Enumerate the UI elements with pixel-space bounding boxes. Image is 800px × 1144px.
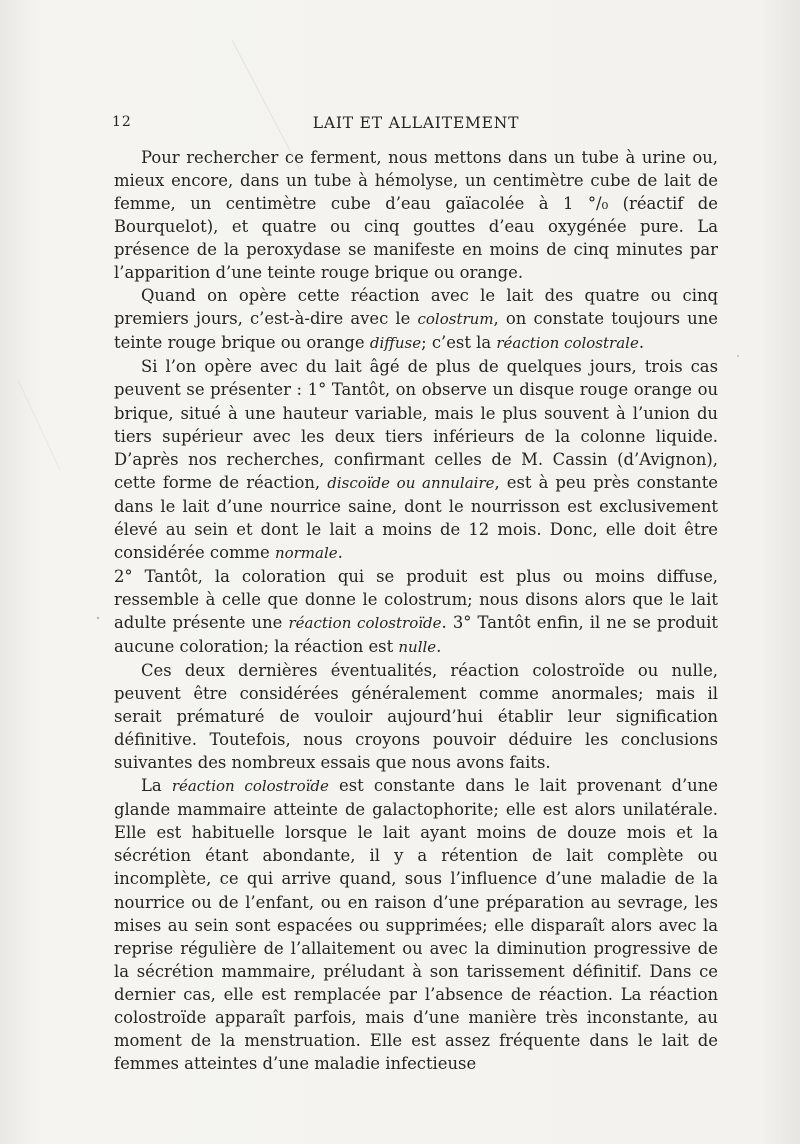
italic-term: nulle <box>398 637 437 656</box>
paragraph-3 <box>114 355 718 564</box>
text-run: La <box>141 776 172 796</box>
italic-term: réaction colostrale <box>496 334 639 353</box>
italic-term: normale <box>274 543 338 562</box>
text-run: . <box>638 333 645 353</box>
text-run: . <box>337 542 343 562</box>
text-run: . 3° Tantôt enfin, il ne se produit aucune coloration; la réaction est <box>114 612 719 656</box>
italic-term: réaction colostroïde <box>171 777 329 796</box>
text-run: Ces deux dernières éventualités, réaction colostroïde ou nulle, peuvent être considérées généralement comme anormales; mais il serait prématuré de vouloir aujourd’hui établir leur signification définitive. Toutefois, nous croyons pouvoir déduire les conclusions suivantes des nombreux essais que nous avons faits. <box>114 661 718 773</box>
page-header <box>112 114 720 136</box>
text-run: , est à peu près constante dans le lait d’une nourrice saine, dont le nourrisson est exclusivement élevé au sein et dont le lait a moins de 12 mois. Donc, elle doit être considérée comme <box>114 472 718 562</box>
body-text <box>114 146 718 1075</box>
paragraph-1 <box>114 146 718 284</box>
text-run: Si l’on opère avec du lait âgé de plus de quelques jours, trois cas peuvent se présenter : 1° Tantôt, on observe un disque rouge orange ou brique, situé à une hauteur variable, mais le plus souvent à l’union du tiers supérieur avec les deux tiers inférieurs de la colonne liquide. D’après nos recherches, confirmant celles de M. Cassin (d’Avignon), cette forme de réaction, <box>114 357 718 492</box>
running-title: LAIT ET ALLAITEMENT <box>312 114 520 132</box>
page-number: 12 <box>112 114 132 130</box>
text-run: ; c’est la <box>421 333 497 353</box>
italic-term: réaction colostroïde <box>288 613 442 632</box>
paper-speck <box>97 617 99 619</box>
italic-term: discoïde ou annulaire <box>327 473 495 492</box>
paragraph-5 <box>114 659 718 774</box>
text-run: est constante dans le lait provenant d’une glande mammaire atteinte de galactophorite; elle est alors unilatérale. Elle est habituelle lorsque le lait ayant moins de douze mois et la sécrétion étant abondante, il y a rétention de lait complète ou incomplète, ce qui arrive quand, sous l’influence d’une maladie de la nourrice ou de l’enfant, ou en raison d’une préparation au sevrage, les mises au sein sont espacées ou supprimées; elle disparaît alors avec la reprise régulière de l’allaitement ou avec la diminution progressive de la sécrétion mammaire, préludant à son tarissement définitif. Dans ce dernier cas, elle est remplacée par l’absence de réaction. La réaction colostroïde apparaît parfois, mais d’une manière très inconstante, au moment de la menstruation. Elle est assez fréquente dans le lait de femmes atteintes d’une maladie infectieuse <box>114 776 718 1073</box>
text-run: Pour rechercher ce ferment, nous mettons dans un tube à urine ou, mieux encore, dans un tube à hémolyse, un centimètre cube de lait de femme, un centimètre cube d’eau gaïacolée à 1 °/₀ (réactif de Bourquelot), et quatre ou cinq gouttes d’eau oxygénée pure. La présence de la peroxydase se manifeste en moins de cinq minutes par l’apparition d’une teinte rouge brique ou orange. <box>114 148 718 283</box>
italic-term: diffuse <box>369 334 422 353</box>
paper-speck <box>737 355 739 357</box>
text-run: Quand on opère cette réaction avec le lait des quatre ou cinq premiers jours, c’est-à-dire avec le <box>114 286 718 329</box>
text-run: , on constate toujours une teinte rouge brique ou orange <box>114 309 718 353</box>
text-run: 2° Tantôt, la coloration qui se produit est plus ou moins diffuse, ressemble à celle que donne le colostrum; nous disons alors que le lait adulte présente une <box>114 566 718 632</box>
fold-crease <box>18 380 60 470</box>
paragraph-2 <box>114 284 718 355</box>
italic-term: colostrum <box>417 310 494 329</box>
paragraph-4 <box>114 565 718 659</box>
paragraph-6 <box>114 774 718 1075</box>
text-run: . <box>436 636 442 656</box>
